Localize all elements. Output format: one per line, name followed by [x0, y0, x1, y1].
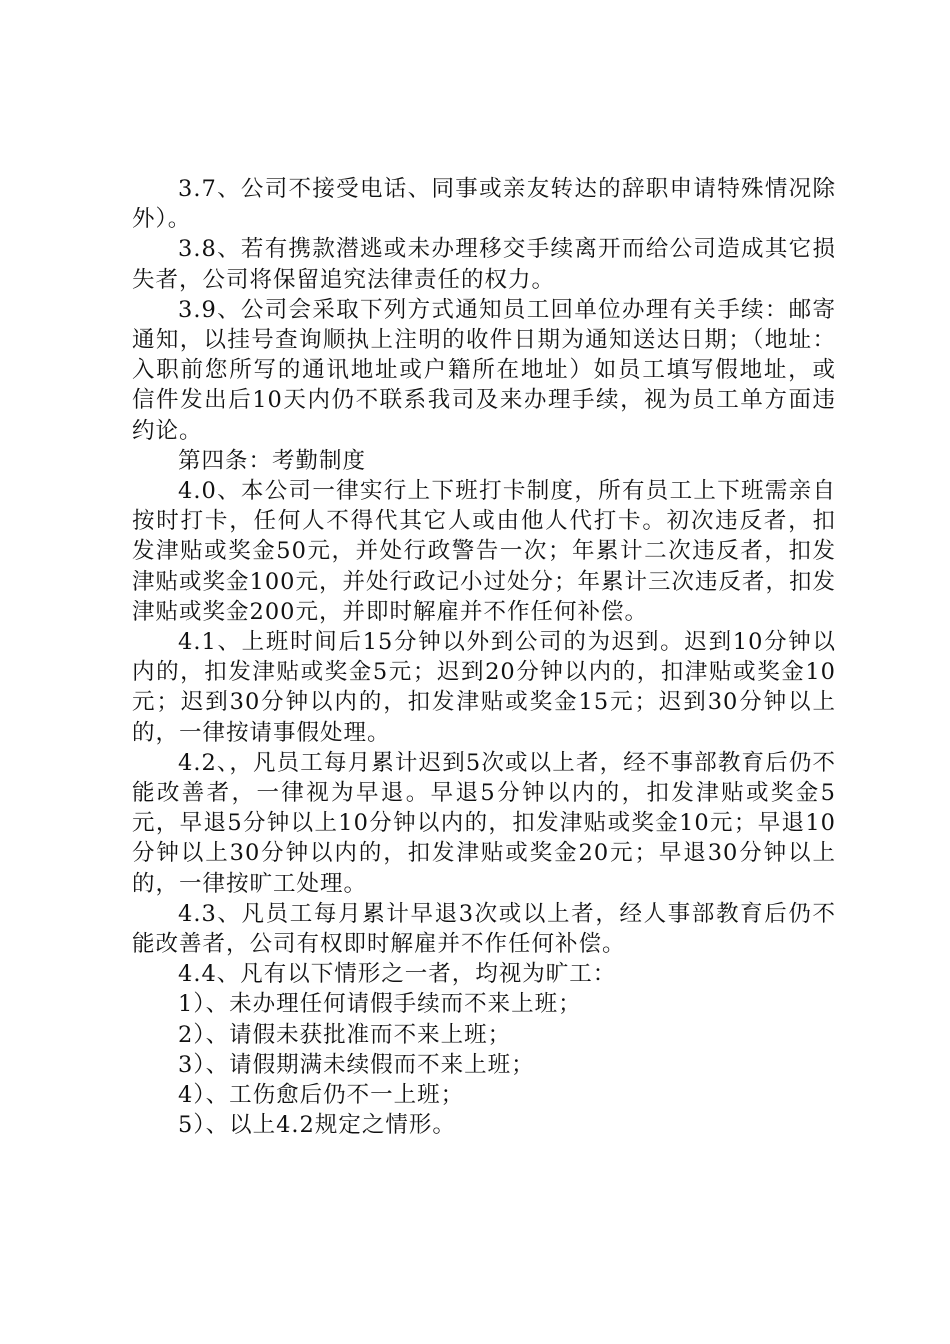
paragraph-3-9: 3.9、公司会采取下列方式通知员工回单位办理有关手续：邮寄通知，以挂号查询顺执上注明的收件日期为通知送达日期；（地址：入职前您所写的通讯地址或户籍所在地址）如员工填写假地址，或信件发出后10天内仍不联系我司及来办理手续，视为员工单方面违约论。 [132, 296, 836, 444]
list-item-4: 4）、工伤愈后仍不一上班； [178, 1082, 465, 1109]
paragraph-3-8: 3.8、若有携款潜逃或未办理移交手续离开而给公司造成其它损失者，公司将保留追究法律责任的权力。 [132, 236, 836, 293]
list-item-3: 3）、请假期满未续假而不来上班； [178, 1051, 535, 1078]
document-body [132, 174, 836, 1141]
paragraph-4-1: 4.1、上班时间后15分钟以外到公司的为迟到。迟到10分钟以内的，扣发津贴或奖金5元；迟到20分钟以内的，扣津贴或奖金10元；迟到30分钟以内的，扣发津贴或奖金15元；迟到30分钟以上的，一律按请事假处理。 [132, 629, 836, 746]
list-item-5: 5）、以上4.2规定之情形。 [178, 1112, 456, 1139]
list-item-1: 1）、未办理任何请假手续而不来上班； [178, 991, 582, 1018]
list-item-2: 2）、请假未获批准而不来上班； [178, 1021, 512, 1048]
paragraph-4-3: 4.3、凡员工每月累计早退3次或以上者，经人事部教育后仍不能改善者，公司有权即时解雇并不作任何补偿。 [132, 900, 836, 958]
paragraph-4-0: 4.0、本公司一律实行上下班打卡制度，所有员工上下班需亲自按时打卡，任何人不得代其它人或由他人代打卡。初次违反者，扣发津贴或奖金50元，并处行政警告一次；年累计二次违反者，扣发津贴或奖金100元，并处行政记小过处分；年累计三次违反者，扣发津贴或奖金200元，并即时解雇并不作任何补偿。 [132, 478, 836, 625]
section-heading-article-4: 第四条：考勤制度 [178, 447, 367, 474]
paragraph-3-7: 3.7、公司不接受电话、同事或亲友转达的辞职申请特殊情况除外）。 [132, 176, 836, 233]
paragraph-4-2: 4.2、，凡员工每月累计迟到5次或以上者，经不事部教育后仍不能改善者，一律视为早退。早退5分钟以内的，扣发津贴或奖金5元，早退5分钟以上10分钟以内的，扣发津贴或奖金10元；早退10分钟以上30分钟以内的，扣发津贴或奖金20元；早退30分钟以上的，一律按旷工处理。 [132, 749, 836, 897]
paragraph-4-4: 4.4、凡有以下情形之一者，均视为旷工： [178, 961, 617, 988]
